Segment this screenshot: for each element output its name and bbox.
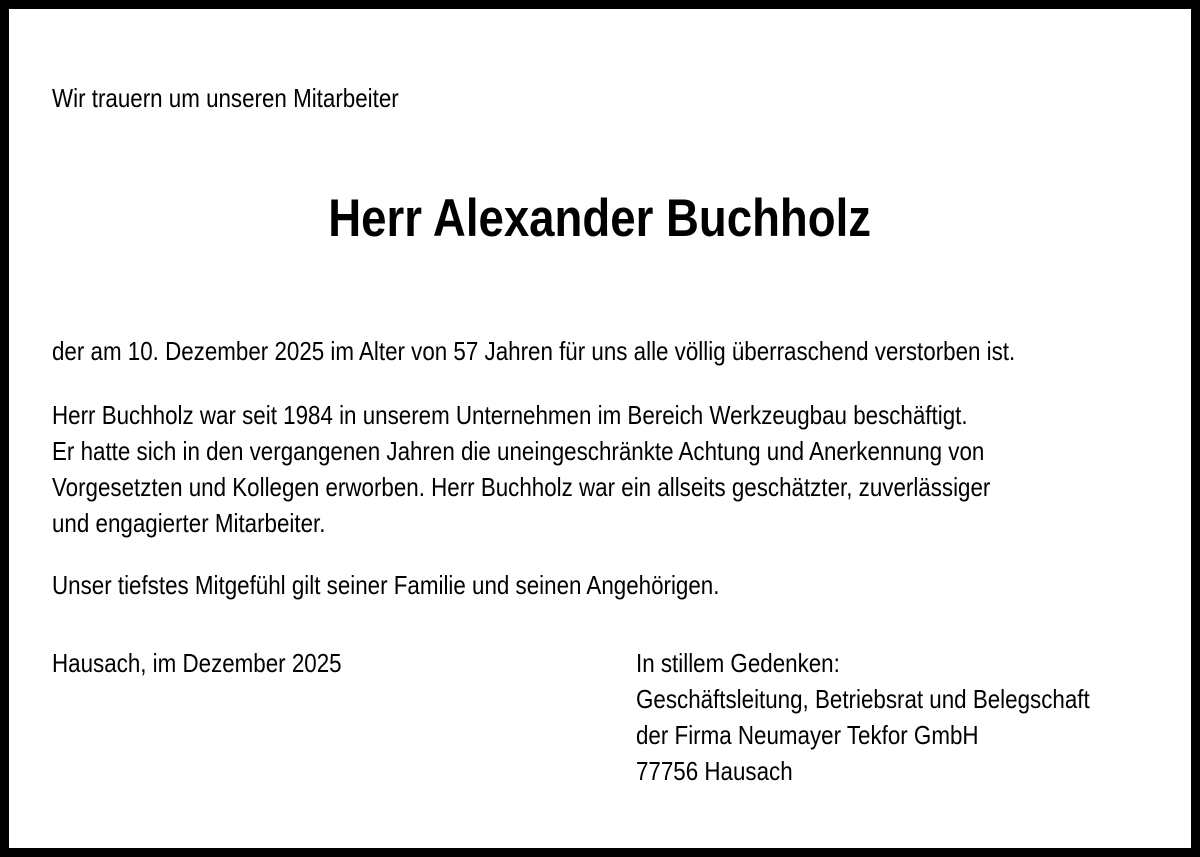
tribute-line: Herr Buchholz war seit 1984 in unserem Unternehmen im Bereich Werkzeugbau beschäftigt. [52,400,968,430]
tribute-paragraph [52,397,990,541]
deceased-name-text: Herr Alexander Buchholz [328,189,872,248]
signature-line: Geschäftsleitung, Betriebsrat und Belegschaft [636,684,1090,714]
deceased-name [9,189,1191,249]
signature-line: 77756 Hausach [636,756,793,786]
intro-line: Wir trauern um unseren Mitarbeiter [52,83,399,113]
condolence-line: Unser tiefstes Mitgefühl gilt seiner Familie und seinen Angehörigen. [52,570,720,600]
tribute-line: Er hatte sich in den vergangenen Jahren die uneingeschränkte Achtung und Anerkennung von [52,436,985,466]
tribute-line: Vorgesetzten und Kollegen erworben. Herr Buchholz war ein allseits geschätzter, zuverlässiger [52,472,991,502]
signature-line: In stillem Gedenken: [636,648,840,678]
place-date: Hausach, im Dezember 2025 [52,648,342,678]
death-announcement: der am 10. Dezember 2025 im Alter von 57 Jahren für uns alle völlig überraschend verstorben ist. [52,336,1016,366]
signature-block [636,645,1090,789]
tribute-line: und engagierter Mitarbeiter. [52,508,326,538]
signature-line: der Firma Neumayer Tekfor GmbH [636,720,979,750]
